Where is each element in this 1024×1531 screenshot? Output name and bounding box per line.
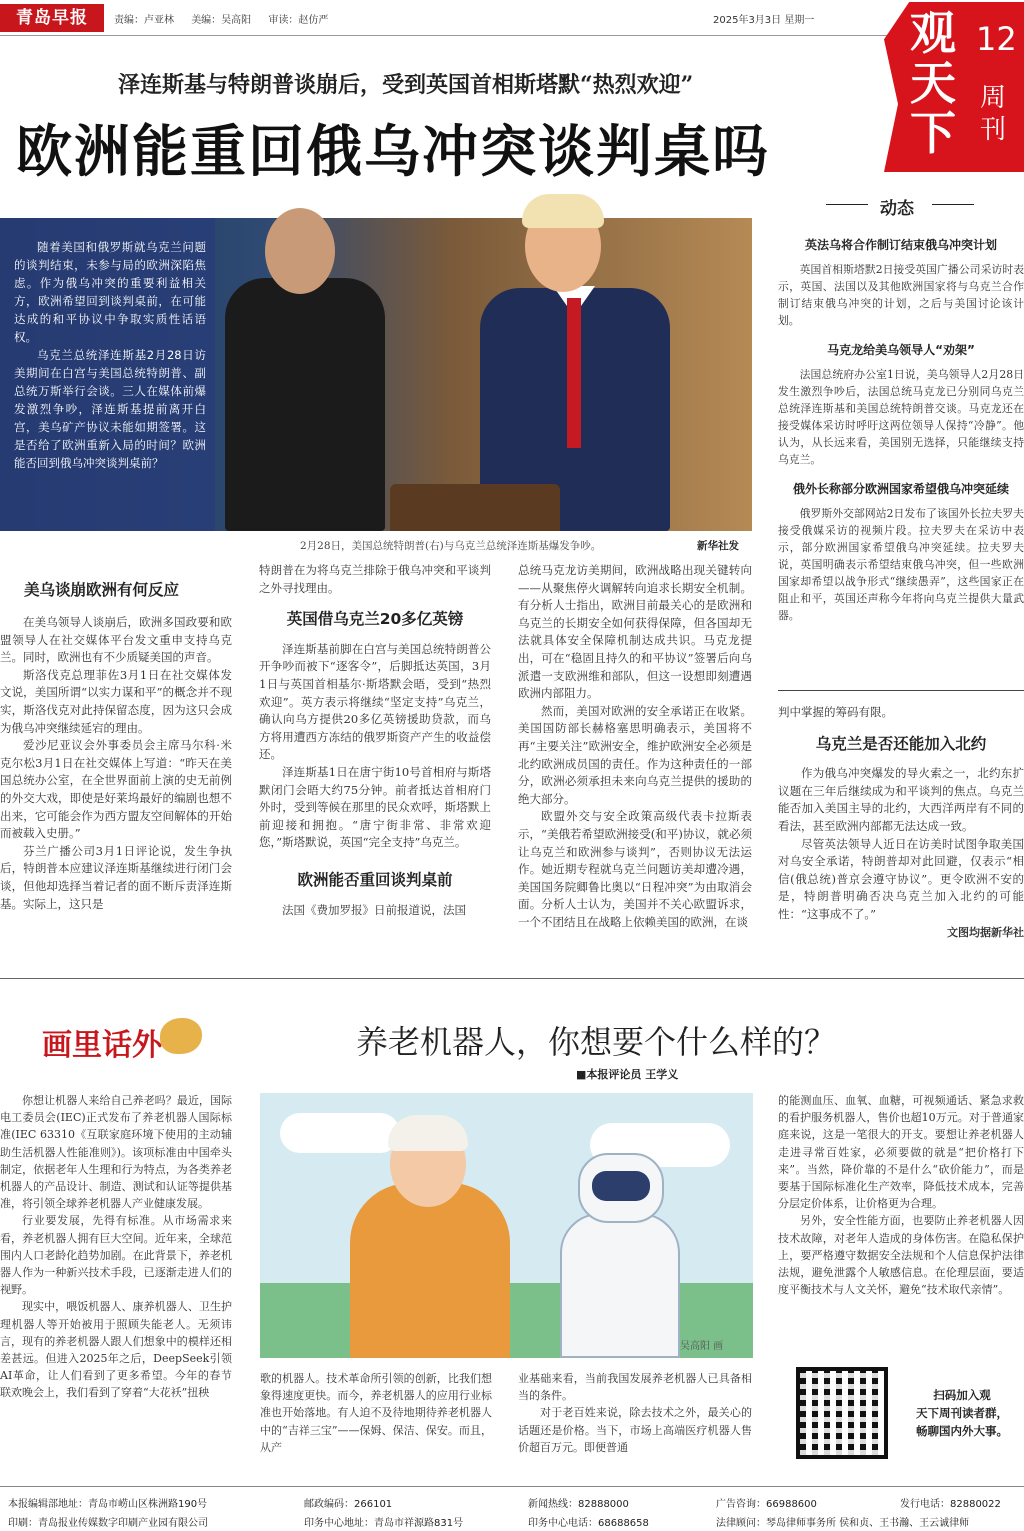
- section-heading: 美乌谈崩欧洲有何反应: [24, 581, 180, 599]
- article-paragraph: 行业要发展，先得有标准。从市场需求来看，养老机器人拥有巨大空间。近年来，全球范围内人口老龄化趋势加剧。在此背景下，养老机器人作为一种新兴技术手段，已逐渐走进人们的视野。: [0, 1214, 232, 1297]
- article-column-4: [778, 704, 1024, 941]
- page-number: 12: [976, 20, 1017, 58]
- article-paragraph: 对于老百姓来说，除去技术之外，最关心的话题还是价格。当下，市场上高端医疗机器人售价超百万元。即便普通: [518, 1406, 752, 1454]
- opinion-column-right: [778, 1092, 1024, 1298]
- masthead: [0, 0, 1024, 36]
- palette-icon: [160, 1018, 202, 1054]
- footer-legal: 法律顾问：琴岛律师事务所 侯和贞、王书瀚、王云诚律师: [716, 1518, 970, 1529]
- lead-text-panel: [0, 218, 215, 531]
- footer-distribution: 发行电话：82880022: [900, 1499, 1001, 1510]
- article-paragraph: 芬兰广播公司3月1日评论说，发生争执后，特朗普本应建议泽连斯基继续进行闭门会谈，但他却选择当着记者的面不断斥责泽连斯基。实际上，这只是: [0, 843, 232, 911]
- dynamics-label: 动态: [880, 199, 914, 219]
- qr-pattern: [800, 1371, 884, 1455]
- dynamics-item-title: 俄外长称部分欧洲国家希望俄乌冲突延续: [792, 482, 1009, 496]
- editor-credit: 美编：吴高阳: [191, 15, 252, 26]
- footer-print-phone: 印务中心电话：68688658: [528, 1518, 649, 1529]
- dynamics-item-title: 英法乌将合作制订结束俄乌冲突计划: [804, 238, 997, 252]
- divider: [0, 978, 1024, 979]
- editor-credits: [114, 11, 342, 26]
- page-footer: [0, 1486, 1024, 1531]
- elderly-man-hair: [388, 1115, 468, 1151]
- dynamics-list: [778, 236, 1024, 624]
- banner-title: 观天下: [910, 6, 956, 160]
- photo-table: [390, 484, 560, 531]
- article-paragraph: 泽连斯基前脚在白宫与美国总统特朗普公开争吵而被下“逐客令”，后脚抵达英国，3月1日与英国首相基尔·斯塔默会晤，受到“热烈欢迎”。英方表示将继续“坚定支持”乌克兰，确认向乌方提供20多亿英镑援助贷款，而乌方将用遭西方冻结的俄罗斯资产产生的收益偿还。: [259, 641, 491, 762]
- article-column-3: [518, 562, 752, 931]
- opinion-headline: 养老机器人，你想要个什么样的？: [356, 1023, 837, 1061]
- dynamics-item-text: 法国总统府办公室1日说，美乌领导人2月28日发生激烈争吵后，法国总统马克龙已分别同乌克兰总统泽连斯基和美国总统特朗普交谈。马克龙还在接受媒体采访时呼吁这两位领导人保持“冷静”。他认为，从长远来看，美国别无选择，只能继续支持乌克兰。: [778, 368, 1024, 466]
- article-paragraph: 的能测血压、血氧、血糖，可视频通话、紧急求救的看护服务机器人，售价也超10万元。对于普通家庭来说，这是一笔很大的开支。要想让养老机器人走进寻常百姓家，必须要做的就是“把价格打下来”。当然，降价靠的不是什么“砍价能力”，而是要基于国际标准化生产效率，降低技术成本，完善分层定价体系，让价格更为合理。: [778, 1094, 1024, 1211]
- column-logo: [42, 1012, 202, 1072]
- editor-credit: 责编：卢亚林: [114, 15, 174, 26]
- article-paragraph: 斯洛伐克总理菲佐3月1日在社交媒体发文说，美国所谓“以实力谋和平”的概念并不现实，斯洛伐克对此持保留态度，因为这只会成为俄乌冲突继续延宕的理由。: [0, 667, 232, 735]
- article-paragraph: 判中掌握的筹码有限。: [778, 705, 893, 719]
- article-paragraph: 另外，安全性能方面，也要防止养老机器人因技术故障，对老年人造成的身体伤害。在隐私保护上，要严格遵守数据安全法规和个人信息保护法律法规，避免泄露个人敏感信息。在伦理层面，要适度平衡技术与人文关怀，避免“技术取代亲情”。: [778, 1214, 1024, 1297]
- lead-paragraph: 乌克兰总统泽连斯基2月28日访美期间在白宫与美国总统特朗普、副总统万斯举行会谈。三人在媒体前爆发激烈争吵，泽连斯基提前离开白宫，美乌矿产协议未能如期签署。这是否给了欧洲重新入局的时间？欧洲能否回到俄乌冲突谈判桌前？: [14, 348, 206, 470]
- editor-credit: 审读：赵仿严: [268, 15, 329, 26]
- qr-caption-line: 天下周刊读者群，: [916, 1406, 1008, 1420]
- photo-figure-left-head: [265, 208, 335, 294]
- opinion-illustration: [260, 1093, 753, 1358]
- divider: [826, 204, 868, 205]
- lead-paragraph: 随着美国和俄罗斯就乌克兰问题的谈判结束，未参与局的欧洲深陷焦虑。作为俄乌冲突的重要利益相关方，欧洲希望回到谈判桌前，在可能达成的和平协议中争取实质性话语权。: [14, 240, 206, 344]
- issue-date: 2025年3月3日 星期一: [713, 15, 815, 26]
- qr-code[interactable]: [796, 1367, 888, 1459]
- footer-print-address: 印务中心地址：青岛市祥源路831号: [304, 1518, 464, 1529]
- story-headline: 欧洲能重回俄乌冲突谈判桌吗: [16, 120, 770, 185]
- opinion-column-left: [0, 1092, 232, 1402]
- newspaper-logo: 青岛早报: [0, 4, 104, 32]
- robot-visor: [592, 1171, 650, 1201]
- lead-summary: [14, 238, 206, 472]
- opinion-byline: ■本报评论员 王学义: [576, 1068, 679, 1081]
- elderly-man-figure: [350, 1183, 510, 1358]
- footer-postcode: 邮政编码：266101: [304, 1499, 393, 1510]
- divider: [932, 204, 974, 205]
- dynamics-item-title: 马克龙给美乌领导人“劝架”: [827, 343, 975, 357]
- article-paragraph: 作为俄乌冲突爆发的导火索之一，北约东扩议题在三年后继续成为和平谈判的焦点。乌克兰能否加入美国主导的北约，大西洋两岸有不同的看法，甚至欧洲内部都无法达成一致。: [778, 766, 1024, 833]
- opinion-column-mid-b: [518, 1370, 752, 1456]
- qr-caption: [900, 1386, 1024, 1440]
- photo-caption: 2月28日，美国总统特朗普(右)与乌克兰总统泽连斯基爆发争吵。: [300, 540, 602, 552]
- photo-figure-right-hair: [522, 194, 604, 228]
- article-paragraph: 然而，美国对欧洲的安全承诺正在收紧。美国国防部长赫格塞思明确表示，美国将不再“主要关注”欧洲安全，维护欧洲安全必须是北约欧洲成员国的责任。作为这种责任的一部分，欧洲必须承担未来向乌克兰提供的援助的绝大部分。: [518, 703, 752, 806]
- illustration-signature: 吴高阳 画: [680, 1341, 724, 1352]
- footer-ad-contact: 广告咨询：66988600: [716, 1499, 817, 1510]
- footer-news-hotline: 新闻热线：82888000: [528, 1499, 629, 1510]
- dynamics-item-text: 俄罗斯外交部网站2日发布了该国外长拉夫罗夫接受俄媒采访的视频片段。拉夫罗夫在采访中表示，部分欧洲国家希望俄乌冲突延续。拉夫罗夫说，英国明确表示希望结束俄乌冲突，但一些欧洲国家却希望以战争形式“继续愚弄”，这些国家正在阻止和平，英国还声称今年将向乌克兰提供大量武器。: [778, 507, 1024, 622]
- section-banner: [884, 2, 1024, 172]
- story-subheadline: 泽连斯基与特朗普谈崩后，受到英国首相斯塔默“热烈欢迎”: [118, 72, 694, 98]
- opinion-column-mid-a: [260, 1370, 492, 1456]
- column-logo-text: 画里话外: [42, 1028, 162, 1063]
- article-paragraph: 法国《费加罗报》日前报道说，法国: [282, 902, 466, 917]
- article-paragraph: 歌的机器人。技术革命所引领的创新，比我们想象得速度更快。而今，养老机器人的应用行业标准也开始落地。有人迫不及待地期待养老机器人中的“吉祥三宝”——保姆、保洁、保安。而且，从产: [260, 1372, 492, 1454]
- photo-figure-left: [225, 278, 385, 531]
- article-column-1: [0, 614, 232, 913]
- footer-printer: 印刷：青岛报业传媒数字印刷产业园有限公司: [8, 1518, 208, 1529]
- divider: [778, 690, 1024, 691]
- article-paragraph: 爱沙尼亚议会外事委员会主席马尔科·米克尔松3月1日在社交媒体上写道：“昨天在美国总统办公室，在全世界面前上演的史无前例的外交大戏，即使是好莱坞最好的编剧也想不出来，它可能会作为西方盟友空间解体的开始而被载入史册。”: [0, 738, 232, 841]
- section-heading: 乌克兰是否还能加入北约: [815, 734, 987, 753]
- dynamics-item-text: 英国首相斯塔默2日接受英国广播公司采访时表示，英国、法国以及其他欧洲国家将与乌克兰合作制订结束俄乌冲突的计划，之后与美国讨论该计划。: [778, 263, 1024, 327]
- section-heading: 欧洲能否重回谈判桌前: [297, 870, 453, 889]
- qr-caption-line: 畅聊国内外大事。: [916, 1424, 1008, 1438]
- article-paragraph: 现实中，喂饭机器人、康养机器人、卫生护理机器人等开始被用于照顾失能老人。无须讳言，现有的养老机器人跟人们想象中的模样还相差甚远。但进入2025年之后，DeepSeek引领AI革命，让人们看到了更多希望。今年的春节联欢晚会上，我们看到了穿着“大花袄”扭秧: [0, 1300, 232, 1400]
- qr-caption-line: 扫码加入观: [933, 1388, 991, 1402]
- lead-photo: [0, 218, 752, 531]
- cloud-shape: [280, 1113, 400, 1153]
- article-paragraph: 尽管英法领导人近日在访美时试图争取美国对乌安全承诺，特朗普却对此回避，仅表示“相信(俄总统)普京会遵守协议”。更令欧洲不安的是，特朗普明确否决乌克兰加入北约的可能性：“这事成不了。”: [778, 836, 1024, 921]
- photo-tie: [567, 298, 581, 448]
- article-paragraph: 欧盟外交与安全政策高级代表卡拉斯表示，“美俄若希望欧洲接受(和平)协议，就必须让乌克兰和欧洲参与谈判”，否则协议无法运作。她近期专程就乌克兰问题访美却遭冷遇，美国国务院卿鲁比奥以“日程冲突”为由取消会面。分析人士认为，美国并不关心欧盟诉求，一个不团结且在战略上依赖美国的欧洲，在谈: [518, 809, 752, 929]
- photo-credit: 新华社发: [697, 540, 739, 552]
- story-credit: 文图均据新华社: [947, 925, 1024, 939]
- section-heading: 英国借乌克兰20多亿英镑: [286, 610, 464, 629]
- article-paragraph: 你想让机器人来给自己养老吗？最近，国际电工委员会(IEC)正式发布了养老机器人国际标准(IEC 63310《互联家庭环境下使用的主动辅助生活机器人性能准则》)。该项标准由中国牵头制定，依据老年人生理和行为特点，为各类养老机器人的产品设计、制造、测试和认证等提供基准，将引领全球养老机器人产业健康发展。: [0, 1094, 232, 1211]
- article-paragraph: 在美乌领导人谈崩后，欧洲多国政要和欧盟领导人在社交媒体平台发文重申支持乌克兰。同时，欧洲也有不少质疑美国的声音。: [0, 615, 232, 665]
- article-paragraph: 总统马克龙访美期间，欧洲战略出现关键转向——从聚焦停火调解转向追求长期安全机制。有分析人士指出，欧洲目前最关心的是欧洲和乌克兰的长期安全如何获得保障，但各国却无法就具体安全保障机制达成共识。马克龙提出，可在“稳固且持久的和平协议”签署后向乌派遣一支欧洲维和部队，但这一设想即刻遭遇欧洲内部阻力。: [518, 563, 752, 701]
- article-paragraph: 泽连斯基1日在唐宁街10号首相府与斯塔默闭门会晤大约75分钟。前者抵达首相府门外时，受到等候在那里的民众欢呼，斯塔默上前迎接和拥抱。“唐宁街非常、非常欢迎您，”斯塔默说，英国“完全支持”乌克兰。: [259, 764, 491, 850]
- section-name: 周刊: [980, 83, 1007, 145]
- article-paragraph: 业基础来看，当前我国发展养老机器人已具备相当的条件。: [518, 1372, 752, 1403]
- article-paragraph: 特朗普在为将乌克兰排除于俄乌冲突和平谈判之外寻找理由。: [259, 563, 491, 595]
- footer-address: 本报编辑部地址：青岛市崂山区株洲路190号: [8, 1499, 208, 1510]
- article-column-2: [259, 562, 491, 919]
- robot-figure: [560, 1213, 680, 1358]
